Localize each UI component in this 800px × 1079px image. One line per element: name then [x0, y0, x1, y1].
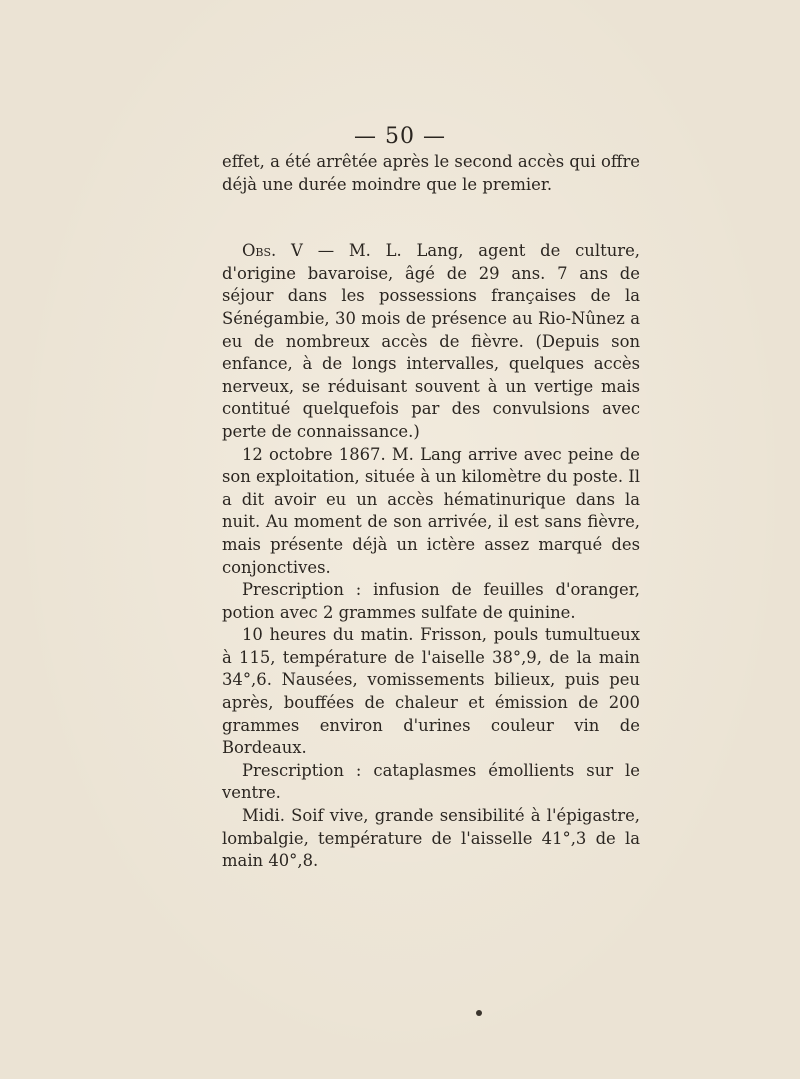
observation-text: — M. L. Lang, agent de culture, d'origine bavaroise, âgé de 29 ans. 7 ans de séjour dans les possessions françaises de la Sénégambie, 30 mois de présence au Rio-Nûnez a eu de nombreux accès de fièvre. (Depuis son enfance, à de longs intervalles, quelques accès nerveux, se réduisant souvent à un vertige mais contitué quelquefois par des convulsions avec perte de connaissance.) [222, 241, 640, 441]
ink-speck [476, 1010, 482, 1016]
page-number: — 50 — [354, 124, 446, 149]
paragraph-prescription-1: Prescription : infusion de feuilles d'oranger, potion avec 2 grammes sulfate de quinine. [222, 580, 640, 622]
paragraph-continuation: effet, a été arrêtée après le second accès qui offre déjà une durée moindre que le premier. [222, 152, 640, 194]
paragraph-october: 12 octobre 1867. M. Lang arrive avec peine de son exploitation, située à un kilomètre du poste. Il a dit avoir eu un accès hématinurique dans la nuit. Au moment de son arrivée, il est sans fièvre, mais présente déjà un ictère assez marqué des conjonctives. [222, 444, 640, 577]
page-body [222, 151, 640, 873]
paragraph-ten-hours: 10 heures du matin. Frisson, pouls tumultueux à 115, température de l'aiselle 38°,9, de la main 34°,6. Nausées, vomissements bilieux, puis peu après, bouffées de chaleur et émission de 200 grammes environ d'urines couleur vin de Bordeaux. [222, 625, 640, 758]
paragraph-midday: Midi. Soif vive, grande sensibilité à l'épigastre, lombalgie, température de l'aisselle 41°,3 de la main 40°,8. [222, 806, 640, 871]
paragraph-observation [222, 240, 640, 443]
paragraph-gap [222, 196, 640, 240]
observation-label: Obs. V [242, 241, 303, 261]
paragraph-prescription-2: Prescription : cataplasmes émollients sur le ventre. [222, 760, 640, 803]
